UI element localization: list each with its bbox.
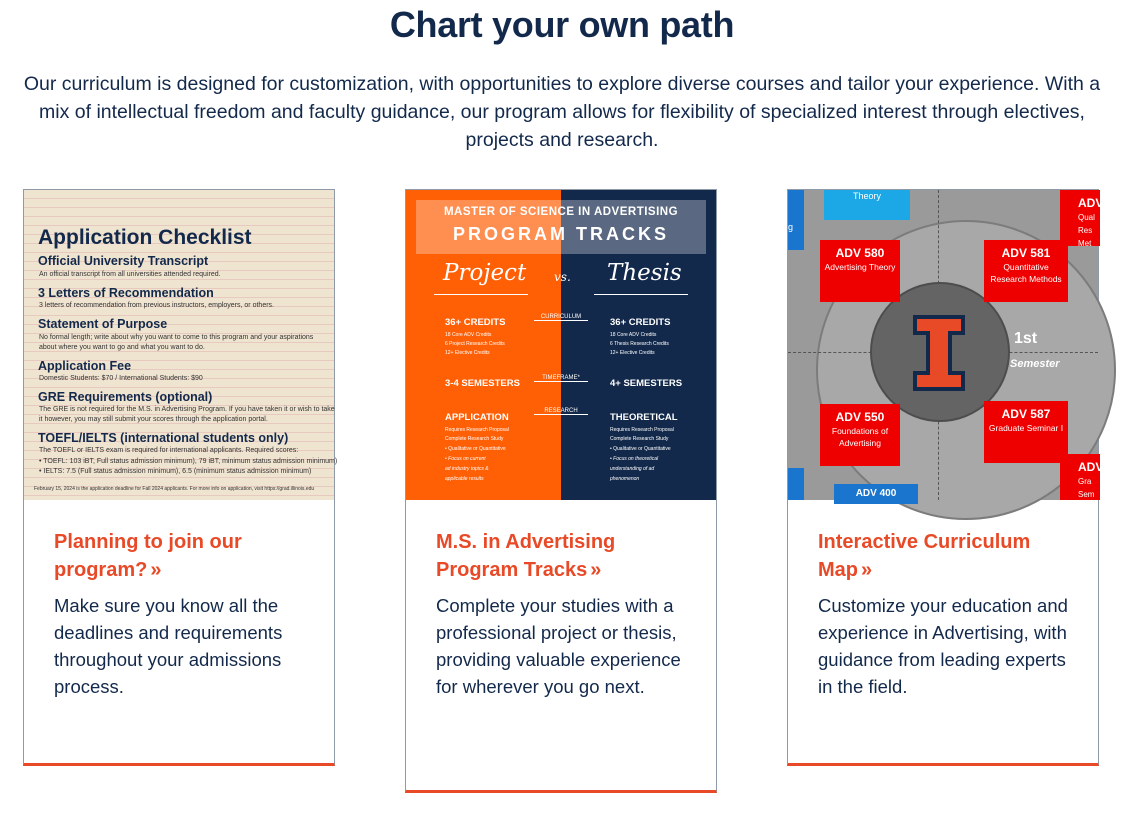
checklist-note: about where you want to go and what you want to do. [39,344,205,351]
course-name: Graduate Seminar I [988,423,1064,433]
adv400-tab: ADV 400 [834,484,918,504]
checklist-note: • IELTS: 7.5 (Full status admission minimum), 6.5 (minimum status admission minimum) [39,468,312,475]
course-box-edge[interactable] [1060,190,1104,248]
checklist-section: Statement of Purpose [38,317,168,331]
thesis-credits: 36+ CREDITS [610,317,671,328]
course-box-edge[interactable] [1060,454,1104,500]
vs-label: vs. [554,270,571,284]
project-research-note: Requires Research Proposal [445,427,509,433]
curriculum-label: CURRICULUM [534,314,588,321]
course-code: ADV 587 [1001,407,1051,421]
side-label: g [788,222,794,232]
program-tracks-image[interactable] [406,190,716,500]
thesis-research-note: phenomenon [610,476,640,482]
project-credit-note: 12+ Elective Credits [445,350,490,356]
checklist-section: GRE Requirements (optional) [38,390,213,404]
course-name: Gra Sem [1078,477,1095,499]
thesis-heading: Thesis [607,260,682,286]
thesis-credit-note: 12+ Elective Credits [610,350,655,356]
semester-number: 1st [1014,330,1038,347]
project-credits: 36+ CREDITS [445,317,506,328]
checklist-section: Official University Transcript [38,254,209,268]
checklist-note: An official transcript from all universities attended required. [39,271,221,278]
thesis-research-type: THEORETICAL [610,412,678,423]
checklist-note: 3 letters of recommendation from previous instructors, employers, or others. [39,302,274,309]
project-research-note: • Qualitative or Quantitative [445,446,506,452]
card-title-text[interactable]: Interactive Curriculum Map [818,531,1031,581]
project-research-note: Complete Research Study [445,436,504,442]
course-box-adv581[interactable] [984,240,1068,302]
divider [434,294,528,295]
intro-paragraph: Our curriculum is designed for customization, with opportunities to explore diverse courses and tailor your experience. With a mix of intellectual freedom and faculty guidance, our program allows for flexibility of specialized interest through electives, projects and research. [23,73,1101,151]
card-title-text[interactable]: M.S. in Advertising Program Tracks [436,531,616,581]
thesis-research-note: understanding of ad [610,466,655,472]
card-description: Customize your education and experience in Advertising, with guidance from leading experts in the field. [818,595,1068,697]
checklist-note: Domestic Students: $70 / International Students: $90 [39,375,203,382]
checklist-note: • TOEFL: 103 iBT, Full status admission minimum), 79 iBT, minimum status admission minimum) [39,458,338,465]
thesis-credit-note: 6 Thesis Research Credits [610,341,669,347]
curriculum-map-image[interactable] [788,190,1104,500]
checklist-section: Application Fee [38,359,132,373]
double-chevron-right-icon[interactable]: » [150,559,162,581]
course-code: ADV [1078,460,1104,474]
divider [594,294,688,295]
application-checklist-image[interactable] [24,190,338,500]
course-box-adv550[interactable] [820,404,900,466]
checklist-note: The TOEFL or IELTS exam is required for international applicants. Required scores: [39,447,299,454]
timeframe-label: TIMEFRAME* [534,375,588,382]
project-research-note: ad industry topics & [445,466,489,472]
card-description: Complete your studies with a professional project or thesis, providing valuable experience for wherever you go next. [436,595,681,697]
project-research-note: • Focus on current [445,456,486,462]
course-code: ADV [1078,196,1104,210]
course-name: Advertising Theory [824,262,896,272]
course-name: Quantitative Research Methods [990,262,1062,284]
thesis-research-note: • Qualitative or Quantitative [610,446,671,452]
course-name: Qual Res Met [1078,213,1095,248]
course-box-adv587[interactable] [984,401,1068,463]
card-title-link[interactable] [818,528,1068,584]
thesis-research-note: Complete Research Study [610,436,669,442]
checklist-note: it however, you may still submit your scores through the application portal. [39,416,268,423]
side-tab [788,468,804,500]
block-i-logo-icon [912,314,966,392]
card-title-link[interactable] [436,528,686,584]
checklist-section: TOEFL/IELTS (international students only) [38,431,289,445]
thesis-credit-note: 18 Core ADV Credits [610,332,657,338]
project-research-note: applicable results [445,476,484,482]
checklist-section: 3 Letters of Recommendation [38,286,214,300]
course-code: ADV 580 [835,246,885,260]
course-box-adv580[interactable] [820,240,900,302]
card-application-checklist[interactable] [23,189,338,766]
project-heading: Project [443,260,527,286]
checklist-note: No formal length; write about why you want to come to this program and your aspirations [39,334,314,341]
side-tab [788,190,804,250]
course-name: Foundations of Advertising [831,426,889,448]
project-research-type: APPLICATION [445,412,509,423]
tracks-title: PROGRAM TRACKS [453,224,669,244]
project-credit-note: 18 Core ADV Credits [445,332,492,338]
double-chevron-right-icon[interactable]: » [590,559,602,581]
semester-label: Semester [1010,358,1060,370]
theory-tab: Theory [824,190,910,220]
checklist-footer: February 15, 2024 is the application deadline for Fall 2024 applicants. For more info on application, visit https://grad.illinois.edu [34,486,315,492]
thesis-research-note: • Focus on theoretical [610,456,659,462]
course-code: ADV 581 [1001,246,1051,260]
tracks-subtitle: MASTER OF SCIENCE IN ADVERTISING [443,206,679,218]
research-label: RESEARCH [534,408,588,415]
card-curriculum-map[interactable] [787,189,1104,766]
checklist-heading: Application Checklist [38,226,252,249]
card-title-text[interactable]: Planning to join our program? [54,531,242,581]
course-code: ADV 550 [835,410,885,424]
card-title-link[interactable] [54,528,304,584]
project-semesters: 3-4 SEMESTERS [445,378,520,389]
card-program-tracks[interactable] [405,189,717,793]
page-title: Chart your own path [389,4,735,45]
thesis-research-note: Requires Research Proposal [610,427,674,433]
thesis-semesters: 4+ SEMESTERS [610,378,683,389]
double-chevron-right-icon[interactable]: » [861,559,873,581]
project-credit-note: 6 Project Research Credits [445,341,505,347]
checklist-note: The GRE is not required for the M.S. in Advertising Program. If you have taken it or wish to take [39,406,335,413]
card-description: Make sure you know all the deadlines and requirements throughout your admissions process. [54,595,283,697]
